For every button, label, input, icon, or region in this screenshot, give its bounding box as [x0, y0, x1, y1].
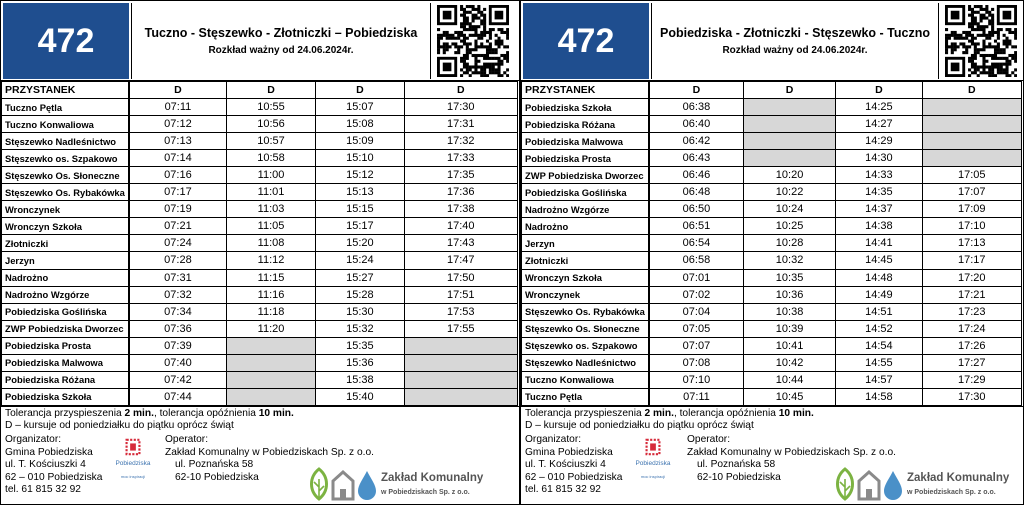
organizer-info	[525, 434, 622, 497]
departure-time: 06:50	[649, 201, 743, 218]
table-row	[2, 167, 518, 184]
gmina-logo	[625, 437, 681, 483]
departure-time: 06:48	[649, 184, 743, 201]
departure-time: 07:44	[129, 388, 226, 405]
empty-departure-cell	[404, 371, 517, 388]
route-name: Pobiedziska - Złotniczki - Stęszewko - Tuczno	[660, 26, 930, 40]
departure-time: 07:21	[129, 218, 226, 235]
table-row	[2, 201, 518, 218]
departure-time: 14:29	[836, 133, 922, 150]
departure-time: 15:08	[316, 116, 404, 133]
departure-time: 14:49	[836, 286, 922, 303]
departure-time: 14:37	[836, 201, 922, 218]
departure-time: 07:07	[649, 337, 743, 354]
empty-departure-cell	[922, 116, 1021, 133]
zk-emblem-icon	[307, 467, 379, 501]
table-row	[522, 184, 1022, 201]
departure-time: 14:51	[836, 303, 922, 320]
departure-time: 17:50	[404, 269, 517, 286]
departure-time: 17:30	[922, 388, 1021, 405]
stop-name: Pobiedziska Goślińska	[522, 184, 650, 201]
departure-time: 10:45	[743, 388, 835, 405]
gmina-emblem-icon	[118, 437, 148, 457]
departure-time: 11:12	[226, 252, 315, 269]
stop-name: Jerzyn	[2, 252, 129, 269]
empty-departure-cell	[743, 133, 835, 150]
departure-time: 10:57	[226, 133, 315, 150]
stop-name: Jerzyn	[522, 235, 650, 252]
departure-time: 15:35	[316, 337, 404, 354]
table-row	[2, 320, 518, 337]
departure-time: 14:41	[836, 235, 922, 252]
stop-column-header: PRZYSTANEK	[522, 82, 650, 99]
empty-departure-cell	[404, 388, 517, 405]
qr-code	[437, 5, 509, 77]
operator-line: Operator:	[165, 434, 209, 445]
stop-name: Pobiedziska Różana	[522, 116, 650, 133]
table-row	[522, 116, 1022, 133]
departure-time: 17:27	[922, 354, 1021, 371]
departure-time: 15:40	[316, 388, 404, 405]
stop-name: Tuczno Pętla	[2, 99, 129, 116]
course-column-header: D	[316, 82, 404, 99]
departure-time: 07:08	[649, 354, 743, 371]
departure-time: 07:17	[129, 184, 226, 201]
departure-time: 17:13	[922, 235, 1021, 252]
timetable-footer	[1, 406, 519, 504]
gmina-logo-tagline: moc inspiracji	[640, 473, 666, 479]
qr-code	[945, 5, 1017, 77]
departure-time: 17:23	[922, 303, 1021, 320]
departure-time: 10:32	[743, 252, 835, 269]
table-row	[2, 337, 518, 354]
departure-time: 14:27	[836, 116, 922, 133]
departure-time: 17:38	[404, 201, 517, 218]
operator-line: ul. Poznańska 58	[175, 459, 254, 470]
table-row	[522, 388, 1022, 405]
table-header-row	[522, 82, 1022, 99]
stop-column-header: PRZYSTANEK	[2, 82, 129, 99]
departure-time: 11:00	[226, 167, 315, 184]
stop-name: Tuczno Konwaliowa	[2, 116, 129, 133]
departure-time: 15:36	[316, 354, 404, 371]
departure-time: 11:16	[226, 286, 315, 303]
table-row	[522, 303, 1022, 320]
table-row	[522, 167, 1022, 184]
organizer-line: 62 – 010 Pobiedziska	[5, 471, 103, 483]
stop-name: Pobiedziska Malwowa	[2, 354, 129, 371]
empty-departure-cell	[743, 99, 835, 116]
departure-time: 14:25	[836, 99, 922, 116]
departure-time: 06:43	[649, 150, 743, 167]
gmina-emblem-icon	[638, 437, 668, 457]
table-row	[2, 184, 518, 201]
stop-name: Nadrożno	[2, 269, 129, 286]
organizer-line: 62 – 010 Pobiedziska	[525, 471, 623, 483]
empty-departure-cell	[226, 371, 315, 388]
table-row	[522, 269, 1022, 286]
departure-time: 10:41	[743, 337, 835, 354]
departure-time: 17:24	[922, 320, 1021, 337]
stop-name: ZWP Pobiedziska Dworzec	[2, 320, 129, 337]
empty-departure-cell	[404, 337, 517, 354]
table-row	[2, 150, 518, 167]
empty-departure-cell	[743, 150, 835, 167]
stop-name: Złotniczki	[2, 235, 129, 252]
departure-time: 15:32	[316, 320, 404, 337]
departure-time: 11:15	[226, 269, 315, 286]
stop-name: Stęszewko os. Szpakowo	[2, 150, 129, 167]
departure-time: 14:35	[836, 184, 922, 201]
gmina-logo-text: Pobiedziska	[115, 460, 151, 467]
organizer-info	[5, 434, 102, 497]
departure-time: 11:08	[226, 235, 315, 252]
departure-time: 15:28	[316, 286, 404, 303]
table-row	[2, 354, 518, 371]
table-row	[2, 218, 518, 235]
departure-time: 17:47	[404, 252, 517, 269]
departure-time: 15:15	[316, 201, 404, 218]
departure-time: 17:07	[922, 184, 1021, 201]
stop-name: Wronczynek	[2, 201, 129, 218]
departure-time: 10:44	[743, 371, 835, 388]
organizer-line: ul. T. Kościuszki 4	[525, 459, 606, 470]
stop-name: Nadrożno Wzgórze	[522, 201, 650, 218]
table-row	[522, 252, 1022, 269]
route-info	[131, 3, 431, 79]
course-column-header: D	[836, 82, 922, 99]
departure-time: 15:38	[316, 371, 404, 388]
departure-time: 10:35	[743, 269, 835, 286]
departure-time: 10:24	[743, 201, 835, 218]
departure-time: 14:45	[836, 252, 922, 269]
operator-line: Operator:	[687, 434, 731, 445]
departure-time: 10:36	[743, 286, 835, 303]
stop-name: Pobiedziska Szkoła	[522, 99, 650, 116]
departure-time: 14:33	[836, 167, 922, 184]
departure-time: 15:30	[316, 303, 404, 320]
departure-time: 15:07	[316, 99, 404, 116]
departure-time: 10:55	[226, 99, 315, 116]
table-row	[522, 150, 1022, 167]
table-row	[522, 201, 1022, 218]
departure-time: 10:56	[226, 116, 315, 133]
stop-name: Wronczyn Szkoła	[522, 269, 650, 286]
stop-name: Nadrożno Wzgórze	[2, 286, 129, 303]
departure-time: 07:01	[649, 269, 743, 286]
stop-name: Stęszewko Os. Słoneczne	[2, 167, 129, 184]
organizer-line: tel. 61 815 32 92	[5, 484, 81, 495]
empty-departure-cell	[743, 116, 835, 133]
departure-time: 15:17	[316, 218, 404, 235]
organizer-line: Organizator:	[525, 434, 582, 445]
stop-name: Tuczno Pętla	[522, 388, 650, 405]
departure-time: 15:13	[316, 184, 404, 201]
departure-time: 07:10	[649, 371, 743, 388]
qr-code-box	[945, 5, 1017, 77]
departure-time: 11:20	[226, 320, 315, 337]
departure-time: 14:30	[836, 150, 922, 167]
departure-time: 07:42	[129, 371, 226, 388]
departure-time: 10:28	[743, 235, 835, 252]
table-row	[2, 269, 518, 286]
departure-time: 07:40	[129, 354, 226, 371]
departure-time: 15:10	[316, 150, 404, 167]
departure-time: 15:27	[316, 269, 404, 286]
departure-time: 17:31	[404, 116, 517, 133]
timetable-panel-return	[520, 0, 1024, 505]
timetable-header	[521, 1, 1023, 81]
table-row	[522, 218, 1022, 235]
course-column-header: D	[404, 82, 517, 99]
departure-time: 07:39	[129, 337, 226, 354]
stop-name: Stęszewko Os. Rybakówka	[522, 303, 650, 320]
table-row	[2, 371, 518, 388]
stop-name: Stęszewko Nadleśnictwo	[522, 354, 650, 371]
departure-time: 11:03	[226, 201, 315, 218]
stop-name: Pobiedziska Goślińska	[2, 303, 129, 320]
empty-departure-cell	[922, 99, 1021, 116]
stop-name: Wronczyn Szkoła	[2, 218, 129, 235]
departure-time: 07:28	[129, 252, 226, 269]
stop-name: Stęszewko Os. Rybakówka	[2, 184, 129, 201]
departure-time: 17:51	[404, 286, 517, 303]
zk-logo-title: Zakład Komunalny	[907, 472, 1010, 484]
empty-departure-cell	[226, 337, 315, 354]
operator-line: ul. Poznańska 58	[697, 459, 776, 470]
organizer-line: ul. T. Kościuszki 4	[5, 459, 86, 470]
course-column-header: D	[743, 82, 835, 99]
departure-time: 17:05	[922, 167, 1021, 184]
zaklad-komunalny-logo	[307, 467, 497, 503]
table-row	[522, 371, 1022, 388]
departure-time: 06:51	[649, 218, 743, 235]
gmina-logo	[105, 437, 161, 483]
empty-departure-cell	[226, 388, 315, 405]
timetable-footer	[521, 406, 1023, 504]
table-row	[2, 116, 518, 133]
departure-time: 07:05	[649, 320, 743, 337]
course-column-header: D	[649, 82, 743, 99]
stop-name: Nadrożno	[522, 218, 650, 235]
course-column-header: D	[922, 82, 1021, 99]
departure-time: 17:43	[404, 235, 517, 252]
departure-time: 10:22	[743, 184, 835, 201]
departure-time: 17:26	[922, 337, 1021, 354]
departure-time: 10:38	[743, 303, 835, 320]
table-row	[522, 337, 1022, 354]
departure-time: 07:31	[129, 269, 226, 286]
table-row	[2, 388, 518, 405]
departure-time: 06:42	[649, 133, 743, 150]
stop-name: Pobiedziska Prosta	[522, 150, 650, 167]
qr-code-box	[437, 5, 509, 77]
departure-time: 07:11	[649, 388, 743, 405]
water-drop-icon	[358, 471, 376, 500]
stop-name: Pobiedziska Malwowa	[522, 133, 650, 150]
table-row	[2, 286, 518, 303]
departure-time: 15:20	[316, 235, 404, 252]
departure-time: 14:58	[836, 388, 922, 405]
departure-time: 06:46	[649, 167, 743, 184]
departure-time: 17:29	[922, 371, 1021, 388]
zk-logo-subtitle: w Pobiedziskach Sp. z o.o.	[381, 489, 470, 496]
organizer-line: Gmina Pobiedziska	[5, 446, 93, 458]
stop-name: Tuczno Konwaliowa	[522, 371, 650, 388]
gmina-logo-text: Pobiedziska	[635, 460, 671, 467]
departure-time: 15:12	[316, 167, 404, 184]
departure-time: 17:40	[404, 218, 517, 235]
departure-time: 17:32	[404, 133, 517, 150]
validity-date: Rozkład ważny od 24.06.2024r.	[722, 45, 868, 56]
course-legend: D – kursuje od poniedziałku do piątku oprócz świąt	[525, 420, 754, 431]
departure-time: 17:36	[404, 184, 517, 201]
departure-time: 17:09	[922, 201, 1021, 218]
departure-time: 14:48	[836, 269, 922, 286]
timetable-header	[1, 1, 519, 81]
table-row	[522, 235, 1022, 252]
departure-time: 06:54	[649, 235, 743, 252]
organizer-line: tel. 61 815 32 92	[525, 484, 601, 495]
table-row	[2, 235, 518, 252]
departure-time: 06:38	[649, 99, 743, 116]
empty-departure-cell	[922, 133, 1021, 150]
departure-time: 07:32	[129, 286, 226, 303]
departure-time: 07:16	[129, 167, 226, 184]
departure-time: 06:58	[649, 252, 743, 269]
departure-time: 17:30	[404, 99, 517, 116]
gmina-logo-tagline: moc inspiracji	[120, 473, 146, 479]
departure-time: 14:57	[836, 371, 922, 388]
table-row	[522, 354, 1022, 371]
water-drop-icon	[884, 471, 902, 500]
departure-time: 17:55	[404, 320, 517, 337]
table-row	[2, 99, 518, 116]
departure-time: 14:54	[836, 337, 922, 354]
departure-time: 15:09	[316, 133, 404, 150]
course-column-header: D	[226, 82, 315, 99]
table-row	[2, 133, 518, 150]
table-row	[2, 303, 518, 320]
departure-time: 17:17	[922, 252, 1021, 269]
stop-name: ZWP Pobiedziska Dworzec	[522, 167, 650, 184]
organizer-line: Gmina Pobiedziska	[525, 446, 613, 458]
departure-time: 17:35	[404, 167, 517, 184]
tolerance-note: Tolerancja przyspieszenia 2 min., tolerancja opóźnienia 10 min.	[525, 408, 814, 419]
course-column-header: D	[129, 82, 226, 99]
table-row	[522, 320, 1022, 337]
departure-time: 10:58	[226, 150, 315, 167]
validity-date: Rozkład ważny od 24.06.2024r.	[208, 45, 354, 56]
operator-line: 62-10 Pobiedziska	[697, 471, 781, 483]
departure-time: 10:39	[743, 320, 835, 337]
empty-departure-cell	[922, 150, 1021, 167]
departure-time: 14:55	[836, 354, 922, 371]
departure-time: 10:20	[743, 167, 835, 184]
route-name: Tuczno - Stęszewko - Złotniczki – Pobiedziska	[144, 26, 418, 40]
organizer-line: Organizator:	[5, 434, 62, 445]
empty-departure-cell	[226, 354, 315, 371]
stop-name: Pobiedziska Prosta	[2, 337, 129, 354]
zk-emblem-icon	[833, 467, 905, 501]
departure-time: 07:36	[129, 320, 226, 337]
departure-time: 11:18	[226, 303, 315, 320]
stop-name: Pobiedziska Różana	[2, 371, 129, 388]
departure-time: 10:42	[743, 354, 835, 371]
table-row	[522, 99, 1022, 116]
tolerance-note: Tolerancja przyspieszenia 2 min., tolerancja opóźnienia 10 min.	[5, 408, 294, 419]
operator-line: Zakład Komunalny w Pobiedziskach Sp. z o.o.	[687, 446, 896, 458]
operator-line: 62-10 Pobiedziska	[175, 471, 259, 483]
stop-name: Złotniczki	[522, 252, 650, 269]
departure-time: 07:12	[129, 116, 226, 133]
course-legend: D – kursuje od poniedziałku do piątku oprócz świąt	[5, 420, 234, 431]
departure-time: 11:05	[226, 218, 315, 235]
departure-time: 17:33	[404, 150, 517, 167]
stop-name: Stęszewko Nadleśnictwo	[2, 133, 129, 150]
departure-time: 06:40	[649, 116, 743, 133]
table-row	[522, 286, 1022, 303]
departure-time: 07:19	[129, 201, 226, 218]
departure-time: 11:01	[226, 184, 315, 201]
departure-time: 14:38	[836, 218, 922, 235]
departure-time: 17:20	[922, 269, 1021, 286]
departure-time: 07:24	[129, 235, 226, 252]
route-info	[651, 3, 939, 79]
table-row	[2, 252, 518, 269]
departure-time: 14:52	[836, 320, 922, 337]
line-number-badge: 472	[523, 3, 649, 79]
departure-time: 17:10	[922, 218, 1021, 235]
table-header-row	[2, 82, 518, 99]
departure-time: 07:11	[129, 99, 226, 116]
departure-time: 17:21	[922, 286, 1021, 303]
departure-time: 07:14	[129, 150, 226, 167]
line-number-badge: 472	[3, 3, 129, 79]
empty-departure-cell	[404, 354, 517, 371]
stop-name: Pobiedziska Szkoła	[2, 388, 129, 405]
operator-line: Zakład Komunalny w Pobiedziskach Sp. z o.o.	[165, 446, 374, 458]
zk-logo-title: Zakład Komunalny	[381, 472, 484, 484]
timetable-table	[521, 81, 1022, 406]
departure-time: 10:25	[743, 218, 835, 235]
departure-time: 17:53	[404, 303, 517, 320]
departure-time: 07:34	[129, 303, 226, 320]
zk-logo-subtitle: w Pobiedziskach Sp. z o.o.	[907, 489, 996, 496]
table-row	[522, 133, 1022, 150]
departure-time: 15:24	[316, 252, 404, 269]
departure-time: 07:04	[649, 303, 743, 320]
departure-time: 07:13	[129, 133, 226, 150]
stop-name: Stęszewko Os. Słoneczne	[522, 320, 650, 337]
departure-time: 07:02	[649, 286, 743, 303]
zaklad-komunalny-logo	[833, 467, 1023, 503]
stop-name: Wronczynek	[522, 286, 650, 303]
timetable-table	[1, 81, 518, 406]
stop-name: Stęszewko os. Szpakowo	[522, 337, 650, 354]
